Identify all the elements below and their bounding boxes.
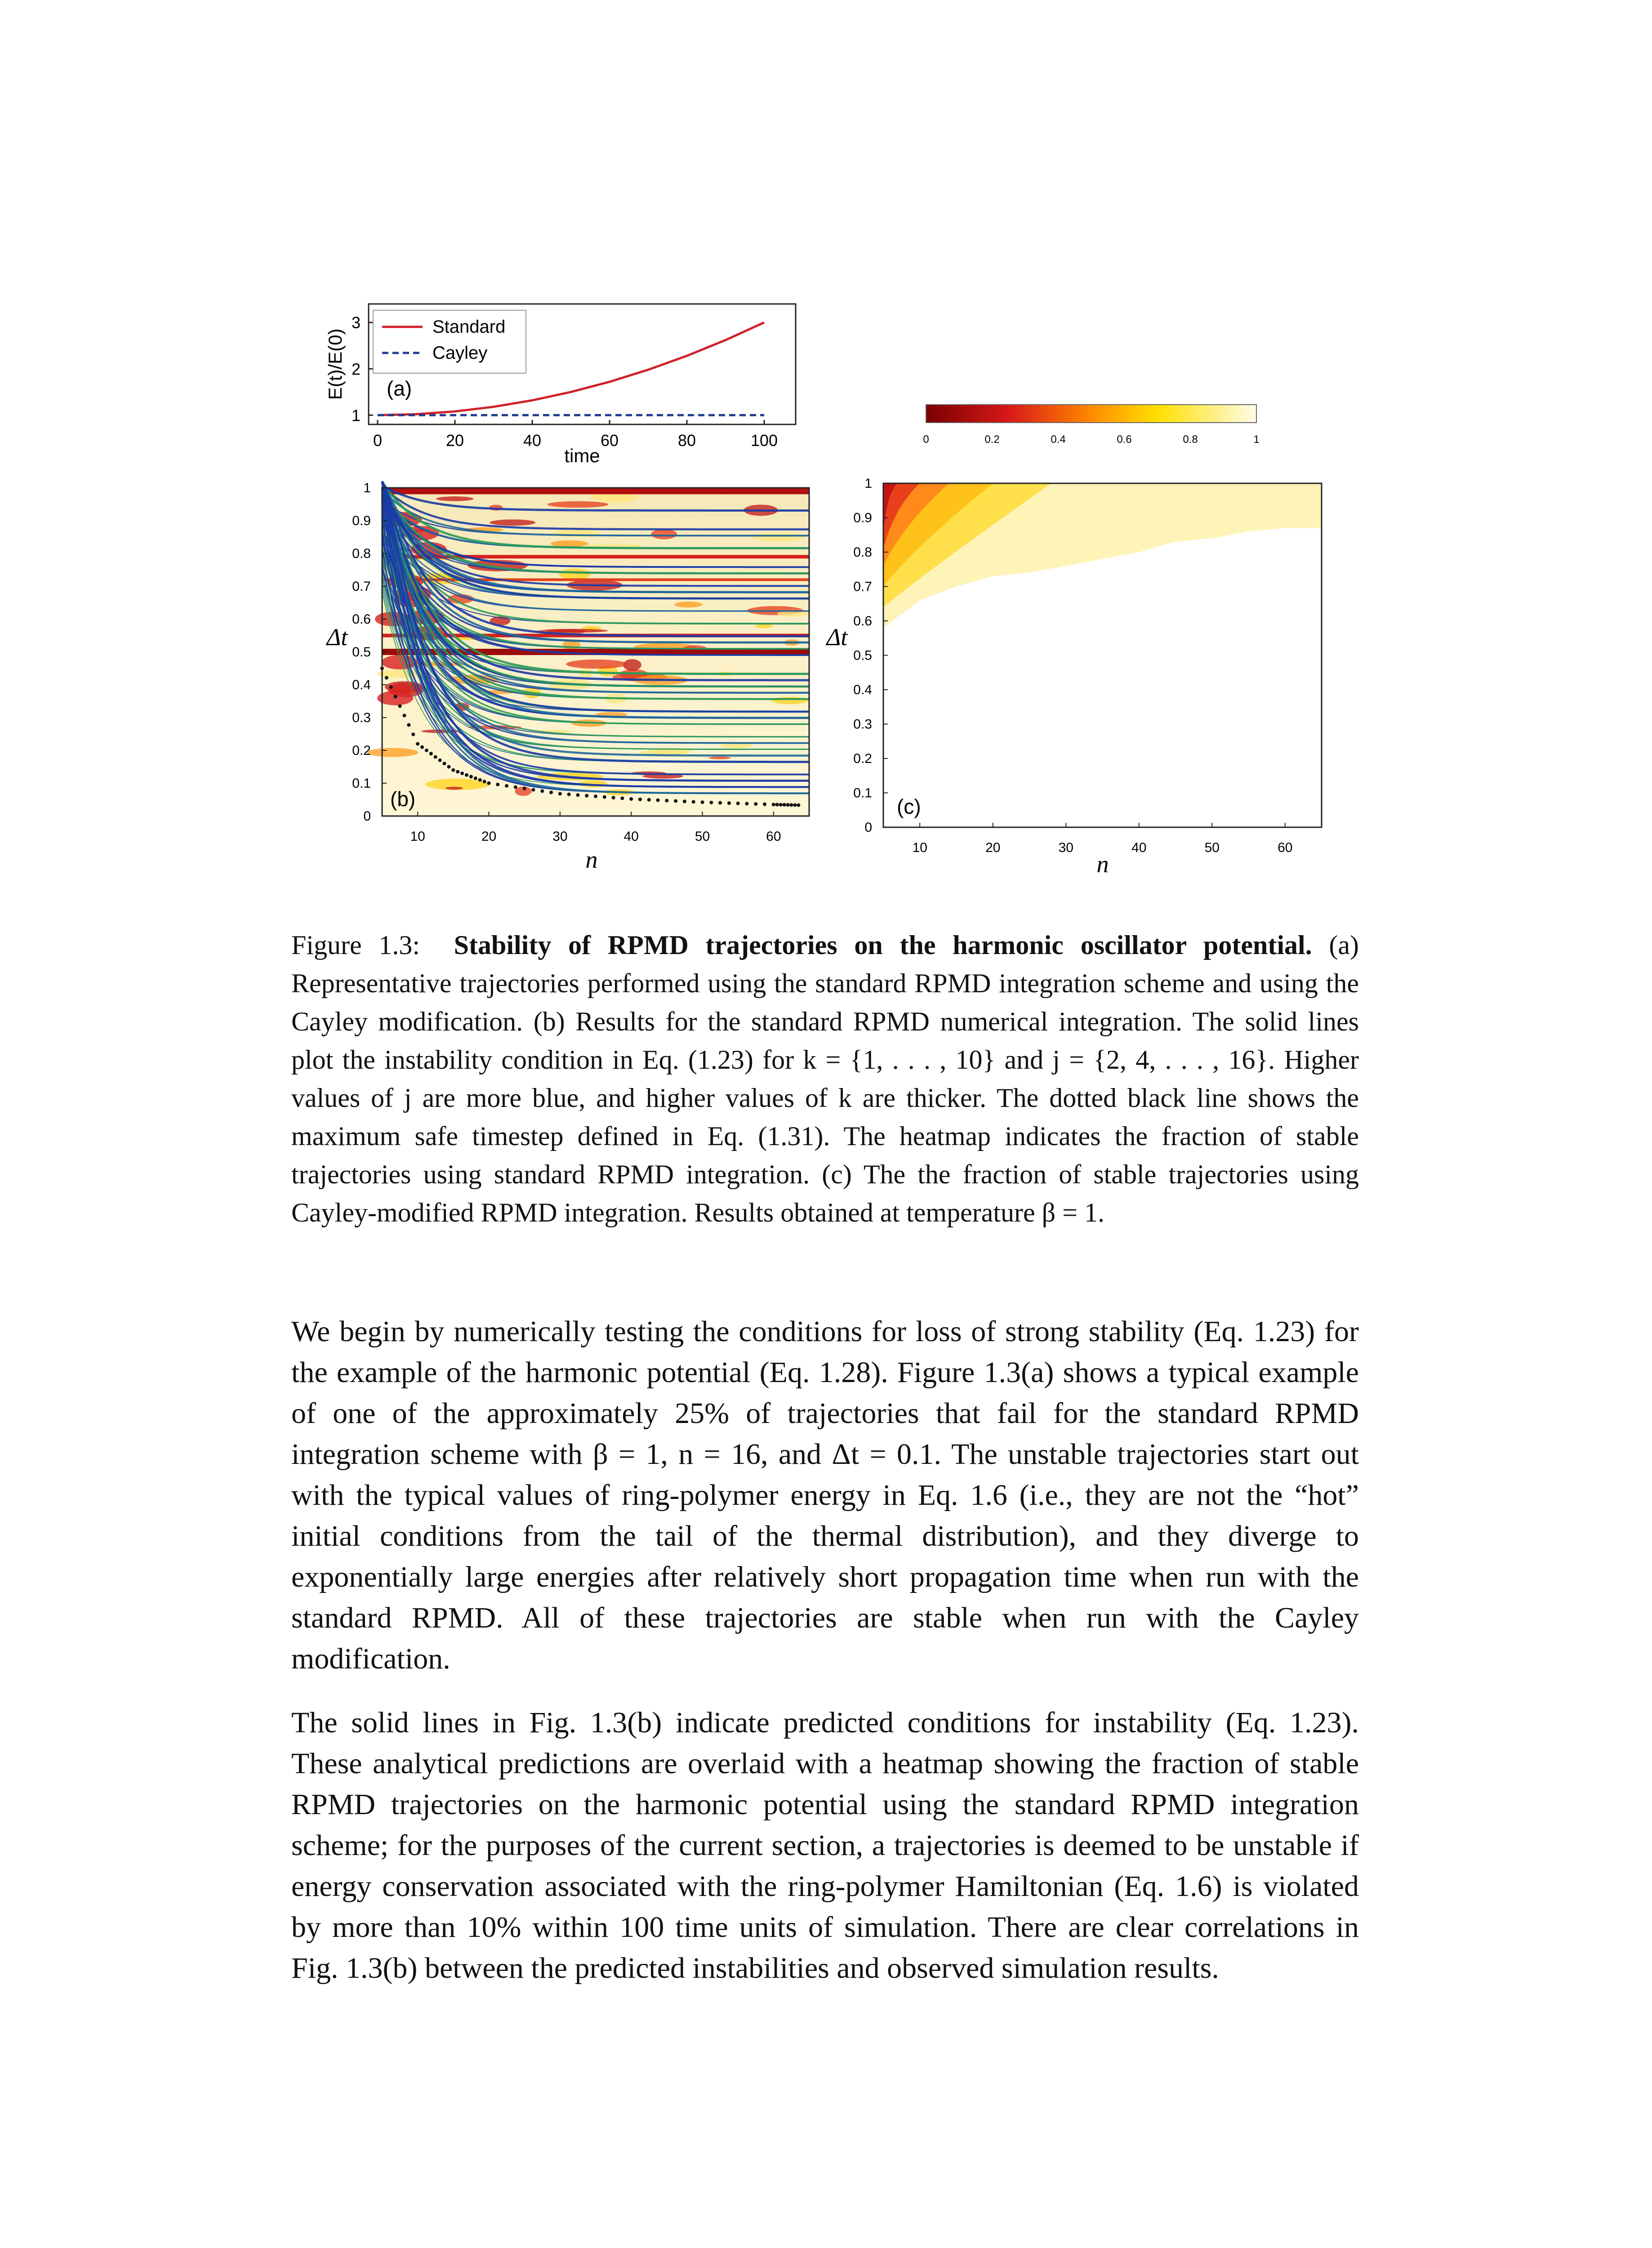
safe-timestep-dot	[594, 794, 597, 798]
safe-timestep-dot	[411, 732, 415, 736]
safe-timestep-dot	[775, 803, 779, 807]
y-tick-label: 0.9	[352, 513, 371, 528]
safe-timestep-dot	[540, 789, 544, 793]
x-tick-label: 10	[410, 829, 425, 844]
heat-blob	[559, 569, 591, 580]
panel-a-legend	[373, 310, 526, 373]
safe-timestep-dot	[429, 752, 433, 755]
safe-timestep-dot	[407, 723, 410, 727]
safe-timestep-dot	[416, 742, 419, 745]
y-tick-label: 0.3	[853, 717, 872, 732]
y-tick-label: 0.3	[352, 710, 371, 725]
heat-blob	[651, 529, 677, 540]
safe-timestep-dot	[469, 775, 473, 778]
safe-timestep-dot	[451, 768, 455, 772]
x-tick-label: 60	[600, 431, 619, 450]
safe-timestep-dot	[745, 802, 748, 806]
heat-blob	[445, 787, 463, 789]
safe-timestep-dot	[394, 695, 397, 698]
heat-blob	[674, 602, 702, 607]
x-tick-label: 40	[623, 829, 639, 844]
x-tick-label: 30	[552, 829, 568, 844]
panel-b-ylabel: Δt	[326, 624, 348, 651]
y-tick-label: 0.7	[853, 579, 872, 594]
heat-blob	[751, 533, 805, 541]
x-tick-label: 20	[985, 840, 1001, 855]
safe-timestep-dot	[389, 685, 393, 689]
heat-blob	[708, 757, 731, 759]
y-tick-label: 0.2	[853, 751, 872, 766]
panel-c	[826, 405, 1322, 878]
heat-blob	[771, 697, 809, 704]
safe-timestep-dot	[718, 801, 722, 805]
unstable-band	[382, 488, 809, 494]
legend-standard-label: Standard	[432, 317, 506, 337]
y-tick-label: 0.1	[352, 776, 371, 791]
x-tick-label: 10	[912, 840, 927, 855]
panel-b	[326, 481, 809, 873]
safe-timestep-dot	[460, 772, 464, 775]
caption-text: (a) Representative trajectories performed using the standard RPMD integration scheme and using the Cayley modification. (b) Results for the standard RPMD numerical integration. The solid lines plot the instability condition in Eq. (1.23) for k = {1, . . . , 10} and j = {2, 4, . . . , 16}. Higher values of j are more blue, and higher values of k are thicker. The dotted black line shows the maximum safe timestep defined in Eq. (1.31). The heatmap indicates the fraction of stable trajectories using standard RPMD integration. (c) The the fraction of stable trajectories using Cayley-modified RPMD integration. Results obtained at temperature β = 1.	[291, 930, 1359, 1227]
x-tick-label: 40	[523, 431, 542, 450]
caption-title: Stability of RPMD trajectories on the harmonic oscillator potential.	[454, 930, 1312, 960]
figure-caption	[291, 926, 1359, 1232]
panel-c-label: (c)	[897, 795, 921, 818]
heat-blob	[755, 624, 773, 628]
x-tick-label: 20	[445, 431, 464, 450]
y-tick-label: 1	[363, 481, 371, 495]
panel-b-xlabel: n	[585, 846, 598, 873]
x-tick-label: 0	[373, 431, 383, 450]
x-tick-label: 50	[1204, 840, 1220, 855]
colorbar-tick-label: 0.8	[1183, 433, 1198, 446]
safe-timestep-dot	[692, 800, 695, 803]
x-tick-label: 50	[695, 829, 710, 844]
safe-timestep-dot	[612, 796, 615, 799]
y-tick-label: 0.6	[853, 614, 872, 629]
y-tick-label: 0.5	[853, 648, 872, 663]
safe-timestep-dot	[576, 793, 579, 797]
y-tick-label: 0.5	[352, 645, 371, 660]
x-tick-label: 60	[1278, 840, 1293, 855]
heat-blob	[546, 629, 608, 633]
safe-timestep-dot	[603, 795, 606, 799]
panel-a	[325, 304, 796, 466]
safe-timestep-dot	[456, 770, 459, 773]
paragraph-2-text: The solid lines in Fig. 1.3(b) indicate predicted conditions for instability (Eq. 1.23). These analytical predictions are overlaid with a heatmap showing the fraction of stable RPMD trajectories on the harmonic potential using the standard RPMD integration scheme; for the purposes of the current section, a trajectories is deemed to be unstable if energy conservation associated with the ring-polymer Hamiltonian (Eq. 1.6) is violated by more than 10% within 100 time units of simulation. There are clear correlations in Fig. 1.3(b) between the predicted instabilities and observed simulation results.	[291, 1706, 1359, 1985]
safe-timestep-dot	[789, 803, 793, 807]
safe-timestep-dot	[402, 714, 406, 717]
panel-a-xlabel: time	[564, 445, 600, 466]
safe-timestep-dot	[674, 799, 677, 803]
paragraph-1	[291, 1311, 1359, 1679]
figure-1-3	[0, 0, 1652, 899]
y-tick-label: 3	[351, 313, 361, 332]
y-tick-label: 1	[351, 406, 361, 425]
safe-timestep-dot	[754, 802, 757, 806]
safe-timestep-dot	[567, 793, 571, 796]
safe-timestep-dot	[647, 798, 651, 802]
legend-cayley-label: Cayley	[432, 343, 488, 363]
safe-timestep-dot	[786, 803, 790, 807]
safe-timestep-dot	[793, 803, 797, 807]
safe-timestep-dot	[558, 792, 562, 795]
safe-timestep-dot	[496, 783, 499, 786]
safe-timestep-dot	[629, 797, 633, 801]
safe-timestep-dot	[531, 788, 535, 792]
safe-timestep-dot	[474, 776, 477, 780]
safe-timestep-dot	[505, 784, 508, 788]
colorbar-tick-label: 0.6	[1117, 433, 1132, 446]
safe-timestep-dot	[425, 749, 428, 752]
safe-timestep-dot	[447, 765, 450, 769]
safe-timestep-dot	[727, 801, 731, 805]
safe-timestep-dot	[797, 803, 800, 807]
colorbar-tick-label: 0	[923, 433, 929, 446]
x-tick-label: 20	[481, 829, 497, 844]
safe-timestep-dot	[465, 773, 468, 777]
safe-timestep-dot	[385, 676, 388, 679]
y-tick-label: 0	[864, 820, 872, 835]
safe-timestep-dot	[683, 800, 686, 803]
heat-blob	[436, 496, 473, 501]
safe-timestep-dot	[549, 790, 553, 794]
panel-c-y-ticks	[853, 476, 888, 835]
safe-timestep-dot	[523, 787, 526, 790]
figure-label: Figure 1.3:	[291, 930, 420, 960]
y-tick-label: 0.9	[853, 510, 872, 526]
y-tick-label: 0.1	[853, 785, 872, 801]
colorbar-tick-label: 0.4	[1051, 433, 1066, 446]
heat-blob	[367, 748, 419, 757]
y-tick-label: 1	[864, 476, 872, 491]
x-tick-label: 60	[766, 829, 781, 844]
colorbar-ticks	[923, 433, 1259, 446]
colorbar-tick-label: 0.2	[984, 433, 1000, 446]
panel-c-xlabel: n	[1096, 851, 1109, 878]
safe-timestep-dot	[443, 762, 446, 765]
safe-timestep-dot	[483, 780, 486, 783]
safe-timestep-dot	[478, 778, 482, 782]
y-tick-label: 0.8	[853, 545, 872, 560]
safe-timestep-dot	[665, 799, 668, 803]
x-tick-label: 30	[1058, 840, 1073, 855]
x-tick-label: 80	[677, 431, 696, 450]
x-tick-label: 100	[750, 431, 778, 450]
safe-timestep-dot	[656, 798, 660, 802]
safe-timestep-dot	[783, 803, 786, 807]
safe-timestep-dot	[434, 755, 437, 759]
safe-timestep-dot	[398, 704, 402, 708]
safe-timestep-dot	[438, 758, 442, 762]
safe-timestep-dot	[763, 803, 766, 806]
safe-timestep-dot	[736, 802, 740, 805]
safe-timestep-dot	[638, 798, 642, 801]
safe-timestep-dot	[514, 785, 517, 789]
y-tick-label: 0.6	[352, 612, 371, 627]
safe-timestep-dot	[779, 803, 783, 807]
safe-timestep-dot	[772, 803, 775, 806]
safe-timestep-dot	[585, 794, 588, 798]
heat-blob	[566, 660, 627, 669]
y-tick-label: 0.7	[352, 579, 371, 594]
y-tick-label: 2	[351, 360, 361, 379]
y-tick-label: 0	[363, 809, 371, 824]
safe-timestep-dot	[487, 781, 491, 785]
heat-blob	[547, 501, 608, 508]
safe-timestep-dot	[709, 801, 713, 804]
panel-a-ylabel: E(t)/E(0)	[325, 328, 346, 400]
panel-a-label: (a)	[387, 377, 412, 400]
x-tick-label: 40	[1131, 840, 1147, 855]
paragraph-2	[291, 1702, 1359, 1989]
y-tick-label: 0.4	[352, 678, 371, 692]
heat-blob	[490, 519, 535, 526]
paragraph-1-text: We begin by numerically testing the conditions for loss of strong stability (Eq. 1.23) for the example of the harmonic potential (Eq. 1.28). Figure 1.3(a) shows a typical example of one of the approximately 25% of trajectories that fail for the standard RPMD integration scheme with β = 1, n = 16, and Δt = 0.1. The unstable trajectories start out with the typical values of ring-polymer energy in Eq. 1.6 (i.e., they are not the “hot” initial conditions from the tail of the thermal distribution), and they diverge to exponentially large energies after relatively short propagation time when run with the standard RPMD. All of these trajectories are stable when run with the Cayley modification.	[291, 1315, 1359, 1675]
safe-timestep-dot	[420, 745, 424, 749]
y-tick-label: 0.4	[853, 682, 872, 697]
safe-timestep-dot	[620, 797, 624, 800]
panel-b-label: (b)	[390, 787, 416, 811]
colorbar	[926, 405, 1256, 423]
safe-timestep-dot	[701, 800, 704, 804]
panel-c-ylabel: Δt	[826, 624, 848, 651]
y-tick-label: 0.8	[352, 546, 371, 561]
y-tick-label: 0.2	[352, 743, 371, 758]
colorbar-tick-label: 1	[1253, 433, 1260, 446]
